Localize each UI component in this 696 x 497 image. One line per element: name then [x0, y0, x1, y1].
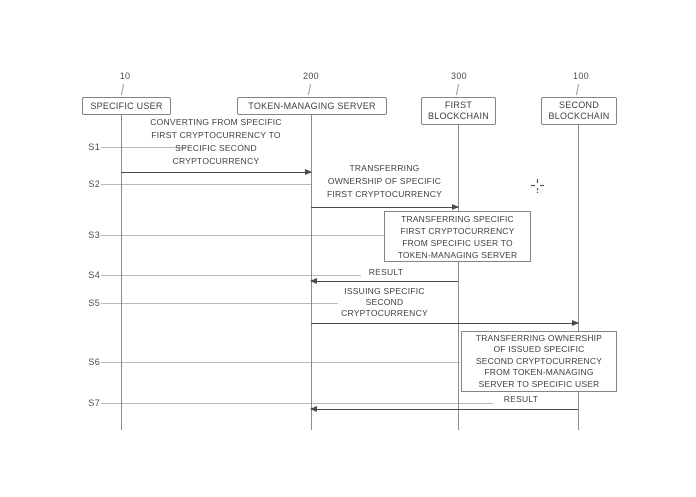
message-line: CRYPTOCURRENCY — [172, 156, 260, 166]
actor-label: BLOCKCHAIN — [427, 111, 489, 121]
message-line: OWNERSHIP OF SPECIFIC — [327, 176, 442, 186]
step-leader-line-s4 — [101, 275, 361, 276]
note-line: SERVER TO SPECIFIC USER — [478, 378, 600, 389]
message-line: TRANSFERRING — [349, 163, 420, 173]
step-leader-line-s6 — [101, 362, 460, 363]
ref-number-token-managing-server: 200 — [303, 71, 319, 81]
step-label-s1: S1 — [88, 142, 100, 152]
arrow-s7-second-blockchain-to-server — [311, 409, 578, 410]
step-label-s2: S2 — [88, 179, 100, 189]
step-leader-line-s2 — [101, 184, 311, 185]
actor-box-specific-user — [82, 97, 171, 115]
note-box-s3 — [384, 211, 531, 262]
ref-tick — [576, 84, 579, 95]
arrow-s2-server-to-first-blockchain — [311, 207, 458, 208]
actor-label: SPECIFIC USER — [90, 100, 163, 111]
actor-label: FIRST — [444, 100, 473, 110]
message-line: SECOND — [365, 297, 404, 307]
note-line: OF ISSUED SPECIFIC — [493, 344, 585, 355]
note-line: SECOND CRYPTOCURRENCY — [475, 355, 603, 366]
message-text-s4-result — [336, 266, 436, 279]
note-line: FROM SPECIFIC USER TO — [402, 237, 513, 248]
message-text-s2 — [314, 162, 455, 201]
note-line: TRANSFERRING SPECIFIC — [401, 213, 514, 224]
message-line: SPECIFIC SECOND — [175, 143, 257, 153]
ref-number-first-blockchain: 300 — [451, 71, 467, 81]
step-label-s7: S7 — [88, 398, 100, 408]
message-line: FIRST CRYPTOCURRENCY — [326, 189, 443, 199]
lifeline-first-blockchain — [458, 125, 459, 430]
message-line: RESULT — [503, 394, 539, 404]
message-line: CONVERTING FROM SPECIFIC — [150, 117, 282, 127]
actor-box-token-managing-server — [237, 97, 387, 115]
ref-tick — [121, 84, 124, 95]
arrow-s1-user-to-server — [121, 172, 311, 173]
note-box-s6 — [461, 331, 617, 392]
ref-tick — [456, 84, 459, 95]
crosshair-icon — [529, 177, 546, 194]
actor-box-second-blockchain — [541, 97, 617, 125]
message-text-s5 — [314, 286, 455, 319]
step-leader-line-s7 — [101, 403, 493, 404]
message-line: RESULT — [368, 267, 404, 277]
note-line: TOKEN-MANAGING SERVER — [397, 249, 518, 260]
note-line: TRANSFERRING OWNERSHIP — [475, 332, 603, 343]
lifeline-specific-user — [121, 115, 122, 430]
message-text-s1 — [126, 116, 306, 168]
message-line: CRYPTOCURRENCY — [341, 308, 428, 318]
step-label-s3: S3 — [88, 230, 100, 240]
message-line: ISSUING SPECIFIC — [344, 286, 425, 296]
message-text-s7-result — [471, 393, 571, 406]
message-line: FIRST CRYPTOCURRENCY TO — [151, 130, 281, 140]
note-line: FROM TOKEN-MANAGING — [484, 367, 594, 378]
step-label-s6: S6 — [88, 357, 100, 367]
ref-number-specific-user: 10 — [119, 71, 131, 81]
actor-label: BLOCKCHAIN — [548, 111, 610, 121]
step-leader-line-s3 — [101, 235, 384, 236]
ref-tick — [308, 84, 311, 95]
arrow-s5-server-to-second-blockchain — [311, 323, 578, 324]
actor-label: SECOND — [558, 100, 599, 110]
actor-box-first-blockchain — [421, 97, 496, 125]
actor-label: TOKEN-MANAGING SERVER — [248, 100, 376, 111]
step-label-s5: S5 — [88, 298, 100, 308]
ref-number-second-blockchain: 100 — [573, 71, 589, 81]
arrow-s4-first-blockchain-to-server — [311, 281, 458, 282]
note-line: FIRST CRYPTOCURRENCY — [400, 225, 515, 236]
step-leader-line-s5 — [101, 303, 338, 304]
step-label-s4: S4 — [88, 270, 100, 280]
lifeline-token-managing-server — [311, 115, 312, 430]
